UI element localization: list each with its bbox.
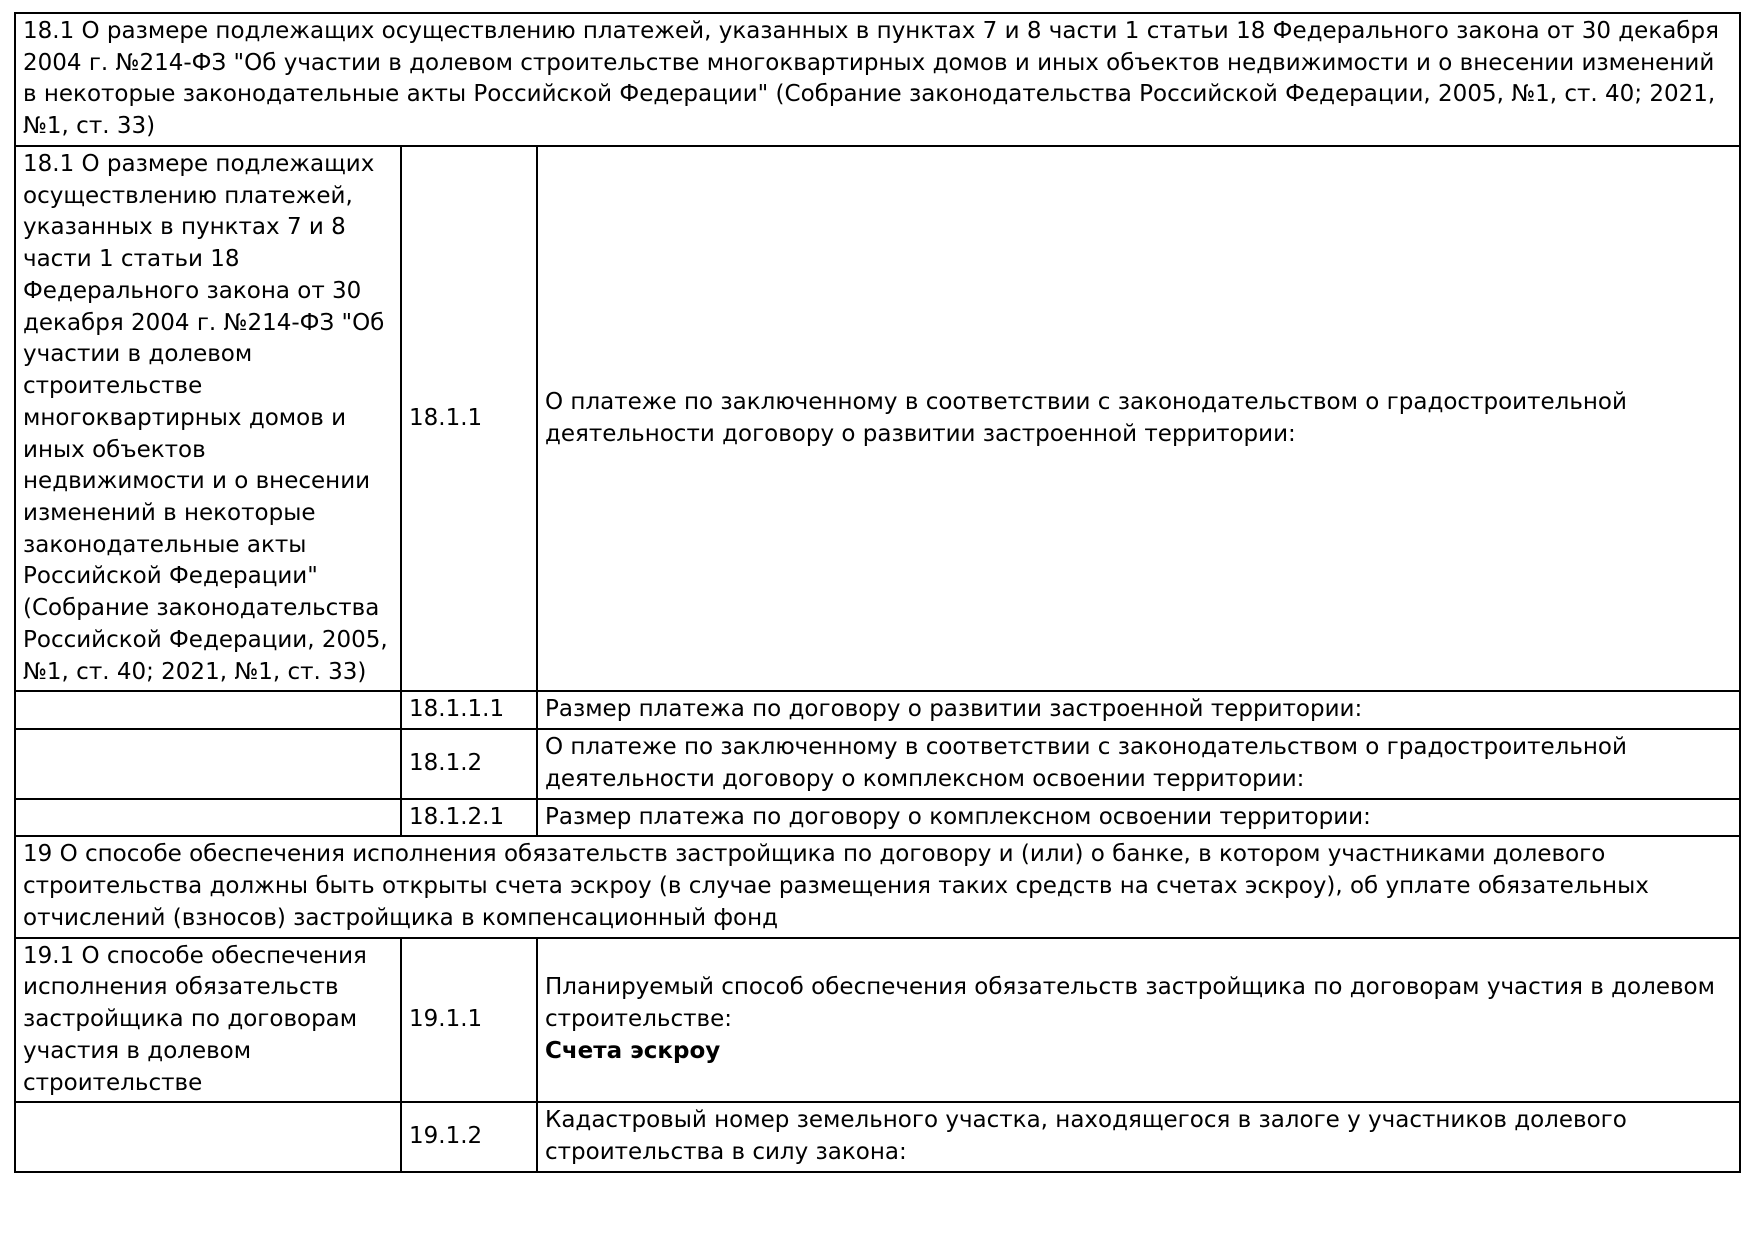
row-text <box>537 938 1740 1103</box>
table-row-18-1-1 <box>15 146 1740 691</box>
section-row-18-1 <box>15 13 1740 146</box>
row-code: 18.1.1.1 <box>401 691 537 729</box>
row-label: 18.1 О размере подлежащих осуществлению платежей, указанных в пунктах 7 и 8 части 1 статьи 18 Федерального закона от 30 декабря 2004 г. №214-ФЗ "Об участии в долевом строительстве многоквартирных домов и иных объектов недвижимости и о внесении изменений в некоторые законодательные акты Российской Федерации" (Собрание законодательства Российской Федерации, 2005, №1, ст. 40; 2021, №1, ст. 33) <box>15 146 401 691</box>
row-code: 18.1.1 <box>401 146 537 691</box>
table-row-18-1-1-1 <box>15 691 1740 729</box>
row-label <box>15 691 401 729</box>
row-label <box>15 1102 401 1171</box>
row-text-question: Планируемый способ обеспечения обязательств застройщика по договорам участия в долевом строительстве: <box>545 974 1715 1033</box>
row-text: Кадастровый номер земельного участка, находящегося в залоге у участников долевого строительства в силу закона: <box>537 1102 1740 1171</box>
row-label <box>15 799 401 837</box>
row-label: 19.1 О способе обеспечения исполнения обязательств застройщика по договорам участия в долевом строительстве <box>15 938 401 1103</box>
row-code: 19.1.1 <box>401 938 537 1103</box>
row-text-value: Счета эскроу <box>545 1037 721 1064</box>
table-row-18-1-2-1 <box>15 799 1740 837</box>
section-header-19: 19 О способе обеспечения исполнения обязательств застройщика по договору и (или) о банке, в котором участниками долевого строительства должны быть открыты счета эскроу (в случае размещения таких средств на счетах эскроу), об уплате обязательных отчислений (взносов) застройщика в компенсационный фонд <box>15 836 1740 937</box>
declaration-table <box>14 12 1741 1173</box>
row-code: 18.1.2.1 <box>401 799 537 837</box>
section-row-19 <box>15 836 1740 937</box>
row-code: 18.1.2 <box>401 729 537 798</box>
table-row-19-1-2 <box>15 1102 1740 1171</box>
row-code: 19.1.2 <box>401 1102 537 1171</box>
table-row-19-1-1 <box>15 938 1740 1103</box>
section-header-18-1: 18.1 О размере подлежащих осуществлению платежей, указанных в пунктах 7 и 8 части 1 статьи 18 Федерального закона от 30 декабря 2004 г. №214-ФЗ "Об участии в долевом строительстве многоквартирных домов и иных объектов недвижимости и о внесении изменений в некоторые законодательные акты Российской Федерации" (Собрание законодательства Российской Федерации, 2005, №1, ст. 40; 2021, №1, ст. 33) <box>15 13 1740 146</box>
row-text: О платеже по заключенному в соответствии с законодательством о градостроительной деятельности договору о развитии застроенной территории: <box>537 146 1740 691</box>
row-text: О платеже по заключенному в соответствии с законодательством о градостроительной деятельности договору о комплексном освоении территории: <box>537 729 1740 798</box>
row-text: Размер платежа по договору о развитии застроенной территории: <box>537 691 1740 729</box>
table-row-18-1-2 <box>15 729 1740 798</box>
row-text: Размер платежа по договору о комплексном освоении территории: <box>537 799 1740 837</box>
row-label <box>15 729 401 798</box>
